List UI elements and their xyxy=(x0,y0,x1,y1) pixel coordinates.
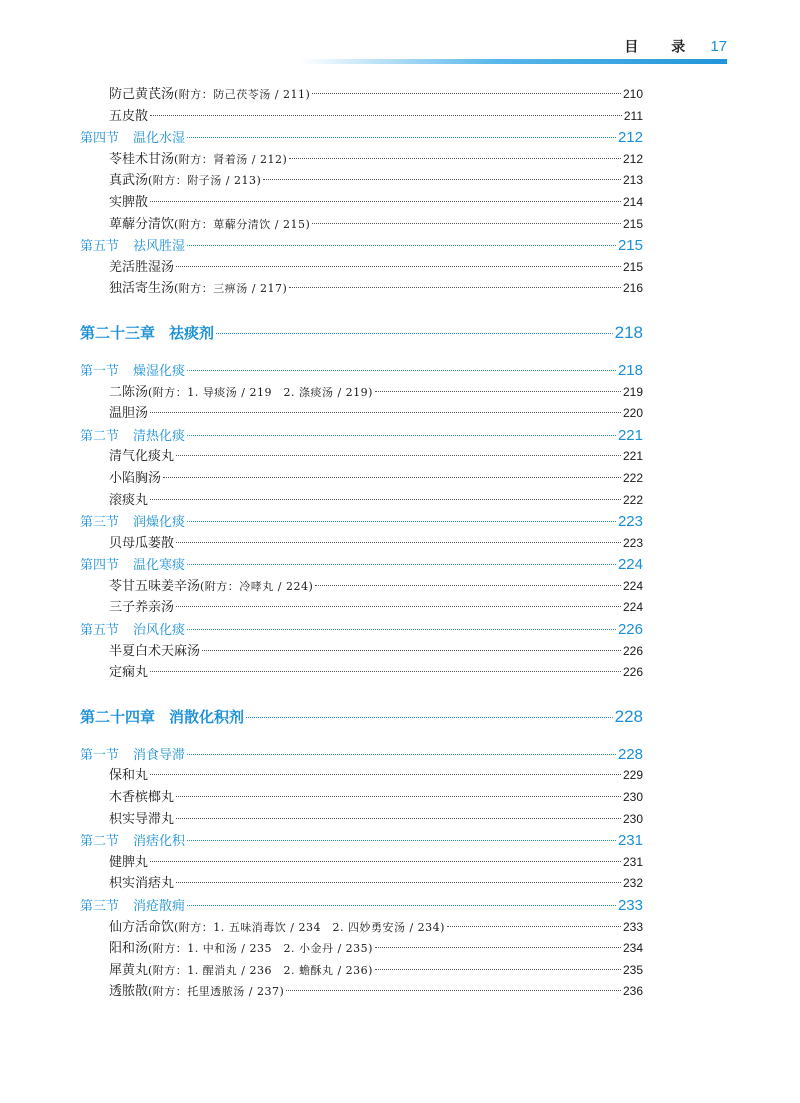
dot-leader xyxy=(216,333,613,334)
section-title: 温化水湿 xyxy=(133,131,186,147)
item-title: 苓甘五味姜辛汤 xyxy=(109,578,201,594)
appendix-note: (附方：1. 五味消毒饮 / 234 2. 四妙勇安汤 / 234) xyxy=(174,920,445,934)
page-number: 214 xyxy=(622,194,643,209)
page-number: 231 xyxy=(617,832,643,850)
item-title: 防己黄芪汤 xyxy=(109,87,175,102)
item-title: 阳和汤 xyxy=(109,941,149,957)
toc-entry-label xyxy=(109,787,174,809)
toc-entry-label xyxy=(80,236,185,258)
dot-leader xyxy=(150,201,621,202)
section-title: 治风化痰 xyxy=(133,623,186,639)
item-title: 木香槟榔丸 xyxy=(109,790,175,806)
toc-entry-label xyxy=(80,426,185,448)
page-number: 221 xyxy=(622,449,643,464)
toc-item-row[interactable] xyxy=(80,106,643,128)
page-number: 229 xyxy=(622,768,643,783)
header-rule xyxy=(300,59,727,64)
section-title: 润燥化痰 xyxy=(133,515,186,531)
page-number: 212 xyxy=(622,151,643,166)
dot-leader xyxy=(375,969,621,970)
toc-section-row[interactable] xyxy=(80,744,643,766)
toc-item-row[interactable] xyxy=(80,960,643,982)
item-title: 三子养亲汤 xyxy=(109,600,175,616)
page-number: 219 xyxy=(622,384,643,399)
dot-leader xyxy=(289,287,621,288)
toc-entry-label xyxy=(109,852,148,874)
page-number: 230 xyxy=(622,790,643,805)
toc-chapter-row[interactable] xyxy=(80,318,643,348)
section-number: 第四节 xyxy=(80,558,120,574)
dot-leader xyxy=(375,391,621,392)
section-number: 第一节 xyxy=(80,747,120,763)
toc-entry-label xyxy=(80,745,185,767)
toc-item-row[interactable] xyxy=(80,873,643,895)
dot-leader xyxy=(150,499,621,500)
item-title: 保和丸 xyxy=(109,768,149,784)
item-title: 健脾丸 xyxy=(109,854,149,870)
dot-leader xyxy=(312,223,621,224)
dot-leader xyxy=(176,606,621,607)
toc-item-row[interactable] xyxy=(80,84,643,106)
page-number: 233 xyxy=(617,897,643,914)
appendix-note: (附方：1. 醒消丸 / 236 2. 蟾酥丸 / 236) xyxy=(148,963,373,977)
dot-leader xyxy=(187,370,616,371)
toc-section-row[interactable] xyxy=(80,895,643,917)
toc-entry-label xyxy=(109,278,287,300)
toc-item-row[interactable] xyxy=(80,809,643,831)
dot-leader xyxy=(312,93,621,94)
dot-leader xyxy=(375,947,621,948)
section-number: 第一节 xyxy=(80,363,120,379)
header-title: 目 录 xyxy=(624,39,700,56)
page-header xyxy=(80,36,727,60)
dot-leader xyxy=(246,717,613,718)
toc-item-row[interactable] xyxy=(80,192,643,214)
toc-entry-label xyxy=(109,938,373,960)
dot-leader xyxy=(447,926,621,927)
dot-leader xyxy=(187,905,616,906)
toc-entry-label xyxy=(109,257,174,279)
dot-leader xyxy=(202,650,621,651)
page-number: 215 xyxy=(622,216,643,231)
header-page-number: 17 xyxy=(710,38,727,55)
dot-leader xyxy=(150,861,621,862)
page-number: 233 xyxy=(622,919,643,934)
toc-entry-label xyxy=(109,382,373,404)
dot-leader xyxy=(163,477,621,478)
page-number: 213 xyxy=(622,173,643,188)
dot-leader xyxy=(150,774,621,775)
toc-entry-label xyxy=(109,533,174,555)
toc-item-row[interactable] xyxy=(80,149,643,171)
appendix-note: (附方：萆薢分清饮 / 215) xyxy=(174,217,311,231)
dot-leader xyxy=(150,412,621,413)
dot-leader xyxy=(286,990,621,991)
toc-section-row[interactable] xyxy=(80,360,643,382)
page-number: 226 xyxy=(622,665,643,680)
appendix-note: (附方：三痹汤 / 217) xyxy=(174,282,288,296)
toc-entry-label xyxy=(80,702,244,732)
toc-item-row[interactable] xyxy=(80,597,643,619)
page-number: 215 xyxy=(617,237,643,255)
toc-item-row[interactable] xyxy=(80,787,643,809)
toc-item-row[interactable] xyxy=(80,981,643,1003)
chapter-title: 祛痰剂 xyxy=(169,323,215,342)
toc-entry-label xyxy=(109,917,445,939)
dot-leader xyxy=(187,521,616,522)
toc-entry-label xyxy=(109,192,148,214)
item-title: 五皮散 xyxy=(109,108,149,124)
item-title: 小陷胸汤 xyxy=(109,470,162,486)
toc-entry-label xyxy=(109,446,174,468)
toc-section-row[interactable] xyxy=(80,235,643,257)
page-number: 226 xyxy=(617,621,643,639)
appendix-note: (附方：1. 导痰汤 / 219 2. 涤痰汤 / 219) xyxy=(148,385,373,399)
page-number: 230 xyxy=(622,811,643,826)
toc-entry-label xyxy=(109,576,313,598)
item-title: 苓桂术甘汤 xyxy=(109,151,175,167)
dot-leader xyxy=(150,671,621,672)
section-title: 燥湿化痰 xyxy=(133,363,186,379)
appendix-note: (附方：肾着汤 / 212) xyxy=(174,152,288,166)
toc-entry-label xyxy=(80,361,185,383)
page-number: 224 xyxy=(622,600,643,615)
appendix-note: (附方：冷哮丸 / 224) xyxy=(200,579,314,593)
toc-entry-label xyxy=(109,106,148,128)
section-number: 第五节 xyxy=(80,623,120,639)
toc-item-row[interactable] xyxy=(80,938,643,960)
item-title: 羌活胜湿汤 xyxy=(109,259,175,275)
item-title: 枳实消痞丸 xyxy=(109,876,175,892)
toc-entry-label xyxy=(109,403,148,425)
dot-leader xyxy=(176,882,621,883)
toc-chapter-row[interactable] xyxy=(80,702,643,732)
page-number: 224 xyxy=(617,556,643,574)
page-number: 215 xyxy=(622,259,643,274)
item-title: 定痫丸 xyxy=(109,665,149,681)
page-number: 223 xyxy=(622,535,643,550)
page-number: 223 xyxy=(617,513,643,531)
item-title: 真武汤 xyxy=(109,173,149,189)
dot-leader xyxy=(263,179,621,180)
page-number: 218 xyxy=(614,322,643,342)
toc-entry-label xyxy=(80,318,214,348)
dot-leader xyxy=(176,818,621,819)
item-title: 贝母瓜蒌散 xyxy=(109,535,175,551)
appendix-note: (附方：1. 中和汤 / 235 2. 小金丹 / 235) xyxy=(148,942,373,956)
toc-entry-label xyxy=(109,981,284,1003)
section-number: 第二节 xyxy=(80,834,120,850)
section-number: 第四节 xyxy=(80,131,120,147)
toc-section-row[interactable] xyxy=(80,554,643,576)
toc-entry-label xyxy=(109,170,261,192)
toc-item-row[interactable] xyxy=(80,214,643,236)
item-title: 萆薢分清饮 xyxy=(109,216,175,232)
toc-entry-label xyxy=(109,765,148,787)
dot-leader xyxy=(289,158,621,159)
section-title: 温化寒痰 xyxy=(133,558,186,574)
chapter-title: 消散化积剂 xyxy=(169,707,245,726)
toc-entry-label xyxy=(109,809,174,831)
toc-section-row[interactable] xyxy=(80,619,643,641)
toc-entry-label xyxy=(109,873,174,895)
toc-entry-label xyxy=(109,662,148,684)
toc-item-row[interactable] xyxy=(80,382,643,404)
toc-item-row[interactable] xyxy=(80,278,643,300)
item-title: 清气化痰丸 xyxy=(109,449,175,465)
page-number: 216 xyxy=(622,281,643,296)
toc-item-row[interactable] xyxy=(80,468,643,490)
toc-item-row[interactable] xyxy=(80,765,643,787)
toc-entry-label xyxy=(109,149,287,171)
dot-leader xyxy=(187,754,616,755)
toc-entry-label xyxy=(80,555,185,577)
section-number: 第五节 xyxy=(80,239,120,255)
toc-entry-label xyxy=(109,597,174,619)
page-number: 212 xyxy=(617,129,643,147)
toc-item-row[interactable] xyxy=(80,257,643,279)
item-title: 二陈汤 xyxy=(109,384,149,400)
toc-entry-label xyxy=(109,490,148,512)
toc-entry-label xyxy=(80,512,185,534)
appendix-note: (附方：托里透脓汤 / 237) xyxy=(148,985,285,999)
toc-entry-label xyxy=(109,214,310,236)
chapter-number: 第二十三章 xyxy=(80,323,156,342)
toc-item-row[interactable] xyxy=(80,170,643,192)
toc-entry-label xyxy=(109,84,310,106)
toc-entry-label xyxy=(109,468,161,490)
page-number: 218 xyxy=(617,361,643,379)
page-number: 232 xyxy=(622,876,643,891)
dot-leader xyxy=(187,137,616,138)
page-number: 210 xyxy=(622,87,643,101)
item-title: 犀黄丸 xyxy=(109,962,149,978)
page-number: 231 xyxy=(622,854,643,869)
item-title: 独活寄生汤 xyxy=(109,281,175,297)
page-number: 220 xyxy=(622,406,643,421)
toc-item-row[interactable] xyxy=(80,446,643,468)
section-number: 第三节 xyxy=(80,899,120,914)
item-title: 滚痰丸 xyxy=(109,492,149,508)
appendix-note: (附方：防己茯苓汤 / 211) xyxy=(174,88,311,101)
item-title: 枳实导滞丸 xyxy=(109,811,175,827)
dot-leader xyxy=(187,629,616,630)
item-title: 仙方活命饮 xyxy=(109,919,175,935)
page-number: 221 xyxy=(617,426,643,444)
section-title: 消痞化积 xyxy=(133,834,186,850)
dot-leader xyxy=(176,542,621,543)
dot-leader xyxy=(176,455,621,456)
toc-section-row[interactable] xyxy=(80,127,643,149)
dot-leader xyxy=(150,115,622,116)
toc-entry-label xyxy=(80,620,185,642)
page-number: 236 xyxy=(622,984,643,999)
toc-item-row[interactable] xyxy=(80,641,643,663)
section-title: 消食导滞 xyxy=(133,747,186,763)
chapter-number: 第二十四章 xyxy=(80,707,156,726)
page-number: 235 xyxy=(622,962,643,977)
item-title: 透脓散 xyxy=(109,984,149,1000)
toc-entry-label xyxy=(80,896,185,918)
dot-leader xyxy=(187,435,616,436)
section-number: 第三节 xyxy=(80,515,120,531)
page-number: 224 xyxy=(622,578,643,593)
toc-item-row[interactable] xyxy=(80,533,643,555)
toc-item-row[interactable] xyxy=(80,576,643,598)
table-of-contents xyxy=(80,84,643,1003)
toc-section-row[interactable] xyxy=(80,511,643,533)
dot-leader xyxy=(187,564,616,565)
page-number: 234 xyxy=(622,941,643,956)
section-title: 祛风胜湿 xyxy=(133,239,186,255)
item-title: 半夏白术天麻汤 xyxy=(109,643,201,659)
page-number: 226 xyxy=(622,643,643,658)
toc-item-row[interactable] xyxy=(80,662,643,684)
toc-section-row[interactable] xyxy=(80,425,643,447)
toc-entry-label xyxy=(109,641,200,663)
section-title: 消疮散痈 xyxy=(133,899,186,914)
item-title: 实脾散 xyxy=(109,194,149,210)
page-number: 211 xyxy=(623,108,643,123)
toc-item-row[interactable] xyxy=(80,403,643,425)
dot-leader xyxy=(315,585,621,586)
appendix-note: (附方：附子汤 / 213) xyxy=(148,174,262,188)
toc-item-row[interactable] xyxy=(80,490,643,512)
page-number: 222 xyxy=(622,492,643,507)
toc-section-row[interactable] xyxy=(80,830,643,852)
toc-entry-label xyxy=(80,128,185,150)
toc-entry-label xyxy=(80,831,185,853)
item-title: 温胆汤 xyxy=(109,406,149,422)
page-number: 222 xyxy=(622,470,643,485)
section-title: 清热化痰 xyxy=(133,428,186,444)
dot-leader xyxy=(176,266,621,267)
toc-item-row[interactable] xyxy=(80,852,643,874)
page-number: 228 xyxy=(614,706,643,726)
section-number: 第二节 xyxy=(80,428,120,444)
dot-leader xyxy=(187,245,616,246)
toc-entry-label xyxy=(109,960,373,982)
dot-leader xyxy=(187,840,616,841)
page-number: 228 xyxy=(617,745,643,763)
dot-leader xyxy=(176,796,621,797)
toc-item-row[interactable] xyxy=(80,917,643,939)
